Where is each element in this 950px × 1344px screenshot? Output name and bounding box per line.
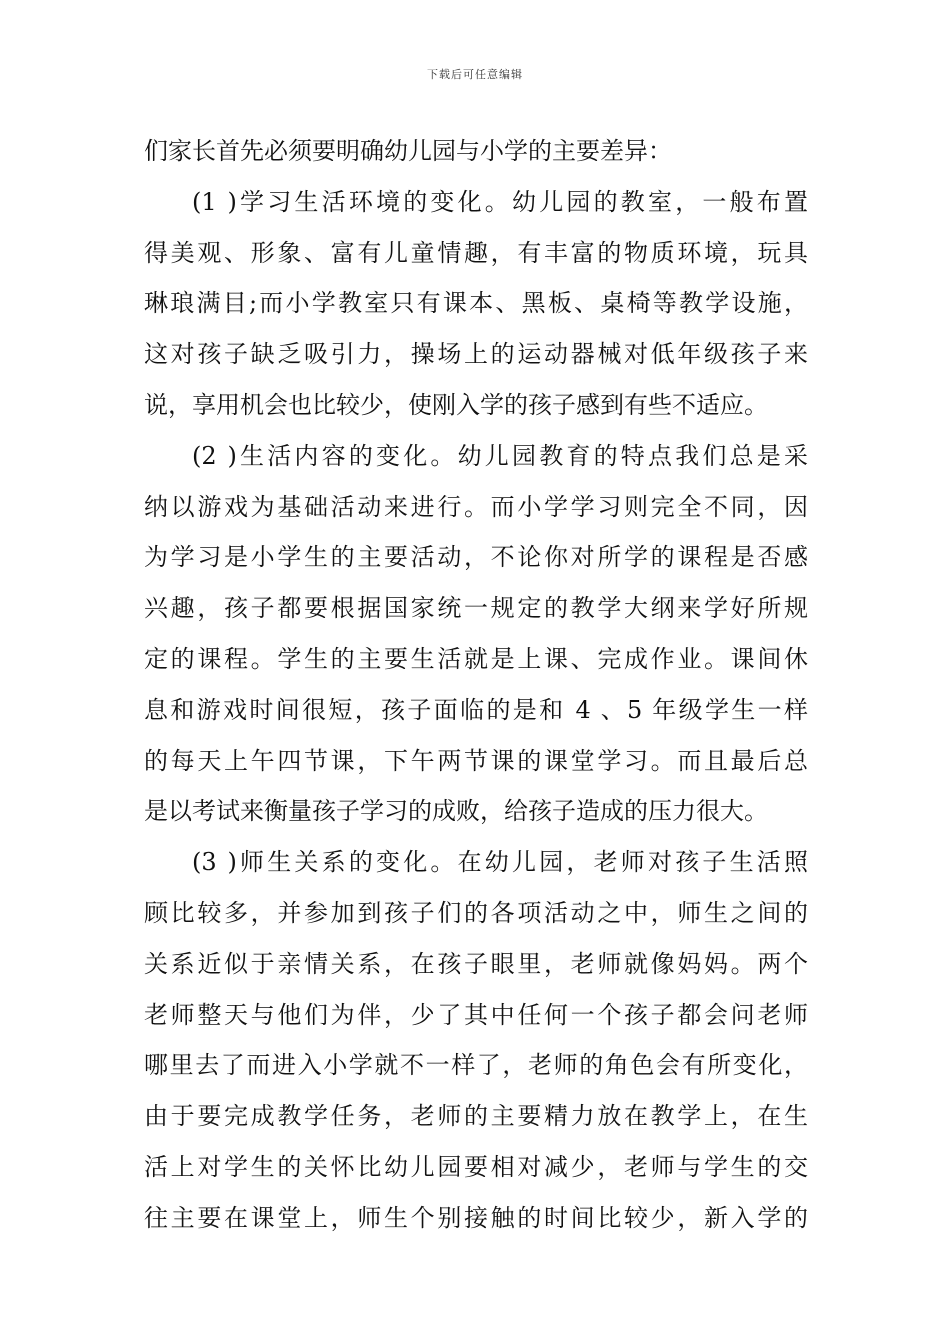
text-line: 由于要完成教学任务，老师的主要精力放在教学上，在生 [144, 1102, 808, 1131]
text-line: 这对孩子缺乏吸引力，操场上的运动器械对低年级孩子来 [144, 340, 808, 369]
text-line: 定的课程。学生的主要生活就是上课、完成作业。课间休 [144, 644, 808, 673]
text-line: 为学习是小学生的主要活动，不论你对所学的课程是否感 [144, 543, 808, 572]
text-line: 息和游戏时间很短，孩子面临的是和 4 、5 年级学生一样 [144, 695, 808, 724]
text-line: (1 )学习生活环境的变化。幼儿园的教室，一般布置 [192, 187, 808, 216]
text-line: 的每天上午四节课，下午两节课的课堂学习。而且最后总 [144, 746, 808, 775]
text-line: 活上对学生的关怀比幼儿园要相对减少，老师与学生的交 [144, 1152, 808, 1181]
text-line: 顾比较多，并参加到孩子们的各项活动之中，师生之间的 [144, 898, 808, 927]
text-line: 老师整天与他们为伴，少了其中任何一个孩子都会问老师 [144, 1000, 808, 1029]
body-text [144, 126, 808, 1244]
text-line: 是以考试来衡量孩子学习的成败，给孩子造成的压力很大。 [144, 797, 768, 826]
text-line: 往主要在课堂上，师生个别接触的时间比较少，新入学的 [144, 1203, 808, 1232]
text-line: 说，享用机会也比较少，使刚入学的孩子感到有些不适应。 [144, 390, 768, 419]
text-line: 们家长首先必须要明确幼儿园与小学的主要差异： [144, 137, 672, 165]
text-line: 纳以游戏为基础活动来进行。而小学学习则完全不同，因 [144, 492, 808, 521]
text-line: 关系近似于亲情关系，在孩子眼里，老师就像妈妈。两个 [144, 949, 808, 978]
text-line: 兴趣，孩子都要根据国家统一规定的教学大纲来学好所规 [144, 594, 808, 623]
text-line: (3 )师生关系的变化。在幼儿园，老师对孩子生活照 [192, 848, 808, 877]
header-note: 下载后可任意编辑 [427, 68, 523, 81]
text-line: (2 )生活内容的变化。幼儿园教育的特点我们总是采 [192, 441, 808, 470]
text-line: 哪里去了而进入小学就不一样了，老师的角色会有所变化， [144, 1051, 808, 1080]
text-line: 得美观、形象、富有儿童情趣，有丰富的物质环境，玩具 [144, 238, 808, 267]
text-line: 琳琅满目;而小学教室只有课本、黑板、桌椅等教学设施， [144, 289, 808, 318]
